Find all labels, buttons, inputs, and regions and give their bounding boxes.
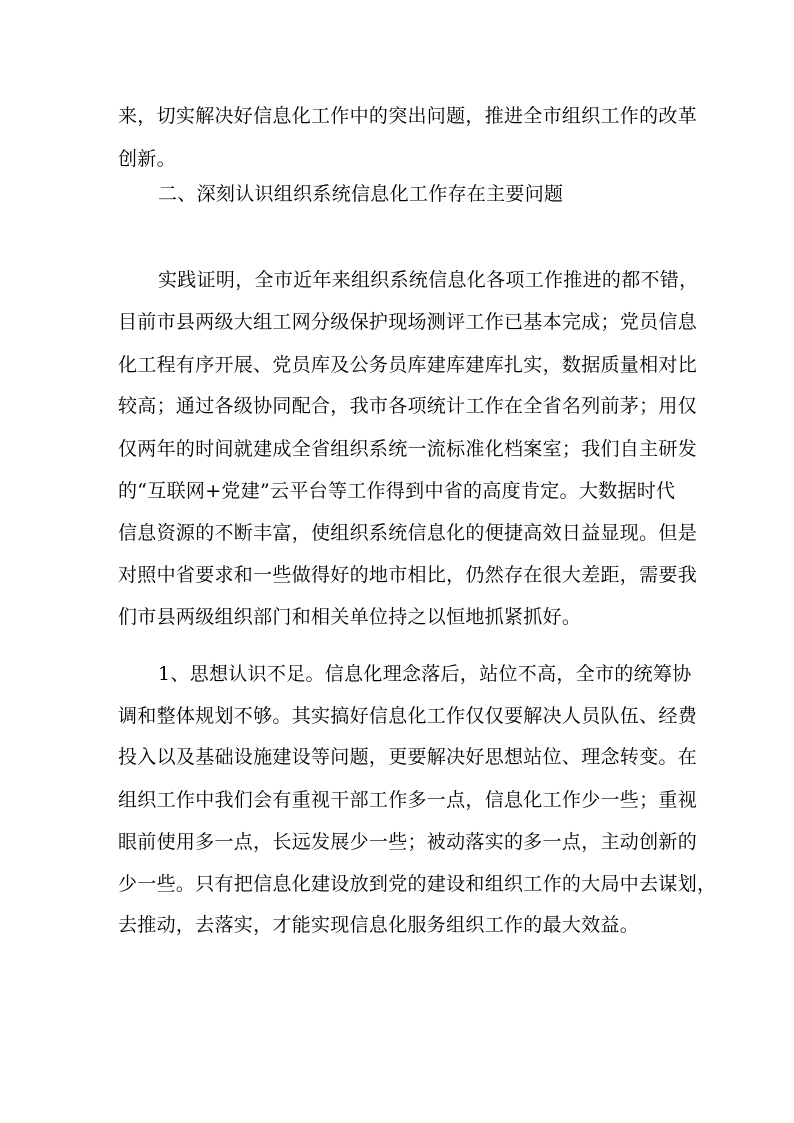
paragraph-line: 的“互联网+党建”云平台等工作得到中省的高度肯定。大数据时代 (118, 480, 676, 502)
paragraph-line: 眼前使用多一点，长远发展少一些；被动落实的多一点，主动创新的 (118, 831, 698, 853)
paragraph-line: 创新。 (118, 148, 176, 170)
section-heading: 二、深刻认识组织系统信息化工作存在主要问题 (158, 183, 564, 205)
paragraph-line: 调和整体规划不够。其实搞好信息化工作仅仅要解决人员队伍、经费 (118, 705, 698, 727)
paragraph-line: 对照中省要求和一些做得好的地市相比，仍然存在很大差距，需要我 (118, 564, 698, 586)
paragraph-line: 来，切实解决好信息化工作中的突出问题，推进全市组织工作的改革 (118, 105, 698, 127)
paragraph-line: 去推动，去落实，才能实现信息化服务组织工作的最大效益。 (118, 914, 640, 936)
paragraph-line: 化工程有序开展、党员库及公务员库建库建库扎实，数据质量相对比 (118, 354, 698, 376)
paragraph-line: 仅两年的时间就建成全省组织系统一流标准化档案室；我们自主研发 (118, 438, 698, 460)
paragraph-line: 组织工作中我们会有重视干部工作多一点，信息化工作少一些；重视 (118, 789, 698, 811)
paragraph-line: 投入以及基础设施建设等问题，更要解决好思想站位、理念转变。在 (118, 746, 698, 768)
paragraph-line: 们市县两级组织部门和相关单位持之以恒地抓紧抓好。 (118, 606, 582, 628)
paragraph-line: 信息资源的不断丰富，使组织系统信息化的便捷高效日益显现。但是 (118, 522, 698, 544)
paragraph-line: 目前市县两级大组工网分级保护现场测评工作已基本完成；党员信息 (118, 311, 698, 333)
paragraph-line: 较高；通过各级协同配合，我市各项统计工作在全省名列前茅；用仅 (118, 395, 698, 417)
paragraph-line: 实践证明，全市近年来组织系统信息化各项工作推进的都不错， (158, 269, 699, 291)
paragraph-line: 1、思想认识不足。信息化理念落后，站位不高，全市的统筹协 (158, 663, 692, 685)
paragraph-line: 少一些。只有把信息化建设放到党的建设和组织工作的大局中去谋划， (118, 873, 717, 895)
